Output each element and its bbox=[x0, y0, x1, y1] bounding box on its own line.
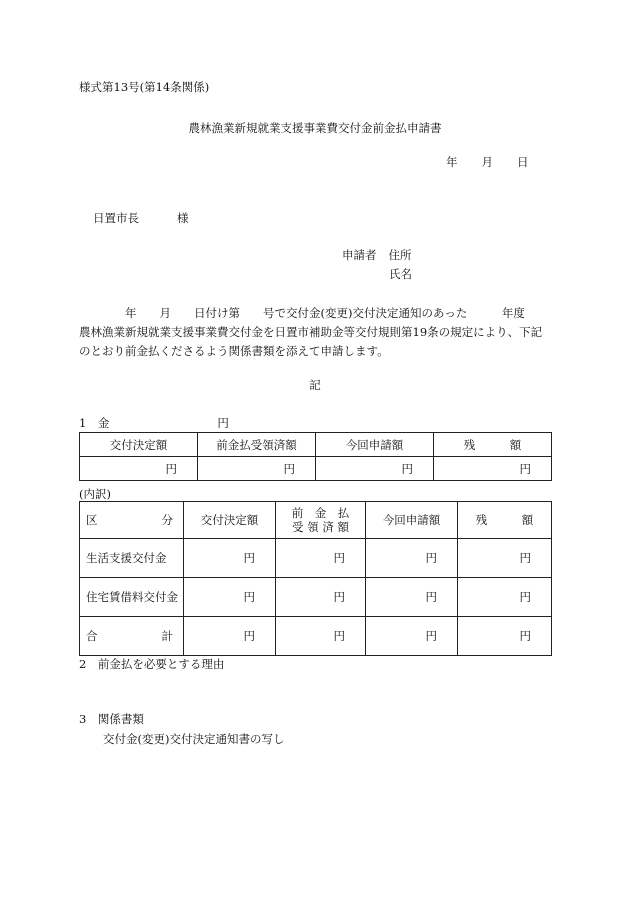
date-line bbox=[446, 155, 529, 169]
breakdown-table bbox=[79, 501, 552, 656]
applicant-address-line bbox=[342, 248, 412, 262]
breakdown-label: (内訳) bbox=[79, 487, 111, 501]
amount-cell[interactable]: 円 bbox=[458, 578, 552, 617]
header-cell-prepaid bbox=[276, 502, 366, 539]
row-label: 生活支援交付金 bbox=[80, 539, 184, 578]
section3-heading: 3 関係書類 bbox=[79, 712, 144, 726]
header-cell: 交付決定額 bbox=[184, 502, 276, 539]
addressee bbox=[93, 211, 189, 225]
amount-cell[interactable]: 円 bbox=[276, 539, 366, 578]
applicant-name-label: 氏名 bbox=[389, 267, 412, 281]
amount-cell[interactable]: 円 bbox=[434, 457, 552, 481]
section1-heading bbox=[79, 416, 229, 430]
table-row bbox=[80, 457, 552, 481]
kubun-right: 分 bbox=[161, 513, 173, 527]
section2-heading: 2 前金払を必要とする理由 bbox=[79, 657, 225, 671]
form-number: 様式第13号(第14条関係) bbox=[79, 80, 210, 94]
amount-table bbox=[79, 432, 552, 481]
total-right: 計 bbox=[161, 629, 173, 643]
body-line: 年 月 日付け第 号で交付金(変更)交付決定通知のあった 年度 bbox=[79, 306, 525, 320]
applicant-label: 申請者 bbox=[342, 248, 377, 262]
amount-cell[interactable]: 円 bbox=[366, 617, 458, 656]
header-cell: 今回申請額 bbox=[366, 502, 458, 539]
addressee-honorific: 様 bbox=[177, 211, 189, 225]
total-left: 合 bbox=[86, 629, 98, 643]
date-day: 日 bbox=[517, 155, 529, 169]
document-title: 農林漁業新規就業支援事業費交付金前金払申請書 bbox=[188, 121, 442, 135]
amount-cell[interactable]: 円 bbox=[458, 617, 552, 656]
header-line: 前 金 払 bbox=[291, 506, 350, 520]
table-row bbox=[80, 578, 552, 617]
body-text bbox=[79, 304, 559, 361]
header-line: 受 領 済 額 bbox=[292, 520, 349, 534]
table-header-row bbox=[80, 433, 552, 457]
section3-item: 交付金(変更)交付決定通知書の写し bbox=[103, 732, 285, 746]
header-cell: 今回申請額 bbox=[316, 433, 434, 457]
header-cell: 残 額 bbox=[458, 502, 552, 539]
amount-cell[interactable]: 円 bbox=[276, 578, 366, 617]
kubun-left: 区 bbox=[86, 513, 98, 527]
amount-cell[interactable]: 円 bbox=[184, 578, 276, 617]
amount-cell[interactable]: 円 bbox=[366, 578, 458, 617]
body-line: 農林漁業新規就業支援事業費交付金を日置市補助金等交付規則第19条の規定により、下記 bbox=[79, 325, 543, 339]
amount-cell[interactable]: 円 bbox=[366, 539, 458, 578]
amount-cell[interactable]: 円 bbox=[184, 617, 276, 656]
address-label: 住所 bbox=[388, 248, 412, 262]
amount-cell[interactable]: 円 bbox=[80, 457, 198, 481]
table-total-row bbox=[80, 617, 552, 656]
section1-unit: 円 bbox=[217, 416, 229, 430]
amount-cell[interactable]: 円 bbox=[184, 539, 276, 578]
table-row bbox=[80, 539, 552, 578]
total-label bbox=[80, 617, 184, 656]
header-kubun bbox=[80, 502, 184, 539]
date-year: 年 bbox=[446, 155, 458, 169]
amount-cell[interactable]: 円 bbox=[276, 617, 366, 656]
amount-cell[interactable]: 円 bbox=[458, 539, 552, 578]
amount-cell[interactable]: 円 bbox=[316, 457, 434, 481]
date-month: 月 bbox=[481, 155, 493, 169]
row-label: 住宅賃借料交付金 bbox=[80, 578, 184, 617]
addressee-name: 日置市長 bbox=[93, 211, 139, 225]
header-cell: 残 額 bbox=[434, 433, 552, 457]
body-line: のとおり前金払くださるよう関係書類を添えて申請します。 bbox=[79, 344, 389, 358]
header-cell: 交付決定額 bbox=[80, 433, 198, 457]
section1-label: 1 金 bbox=[79, 416, 110, 430]
table-header-row bbox=[80, 502, 552, 539]
header-cell: 前金払受領済額 bbox=[198, 433, 316, 457]
amount-cell[interactable]: 円 bbox=[198, 457, 316, 481]
ki-heading: 記 bbox=[309, 378, 321, 392]
